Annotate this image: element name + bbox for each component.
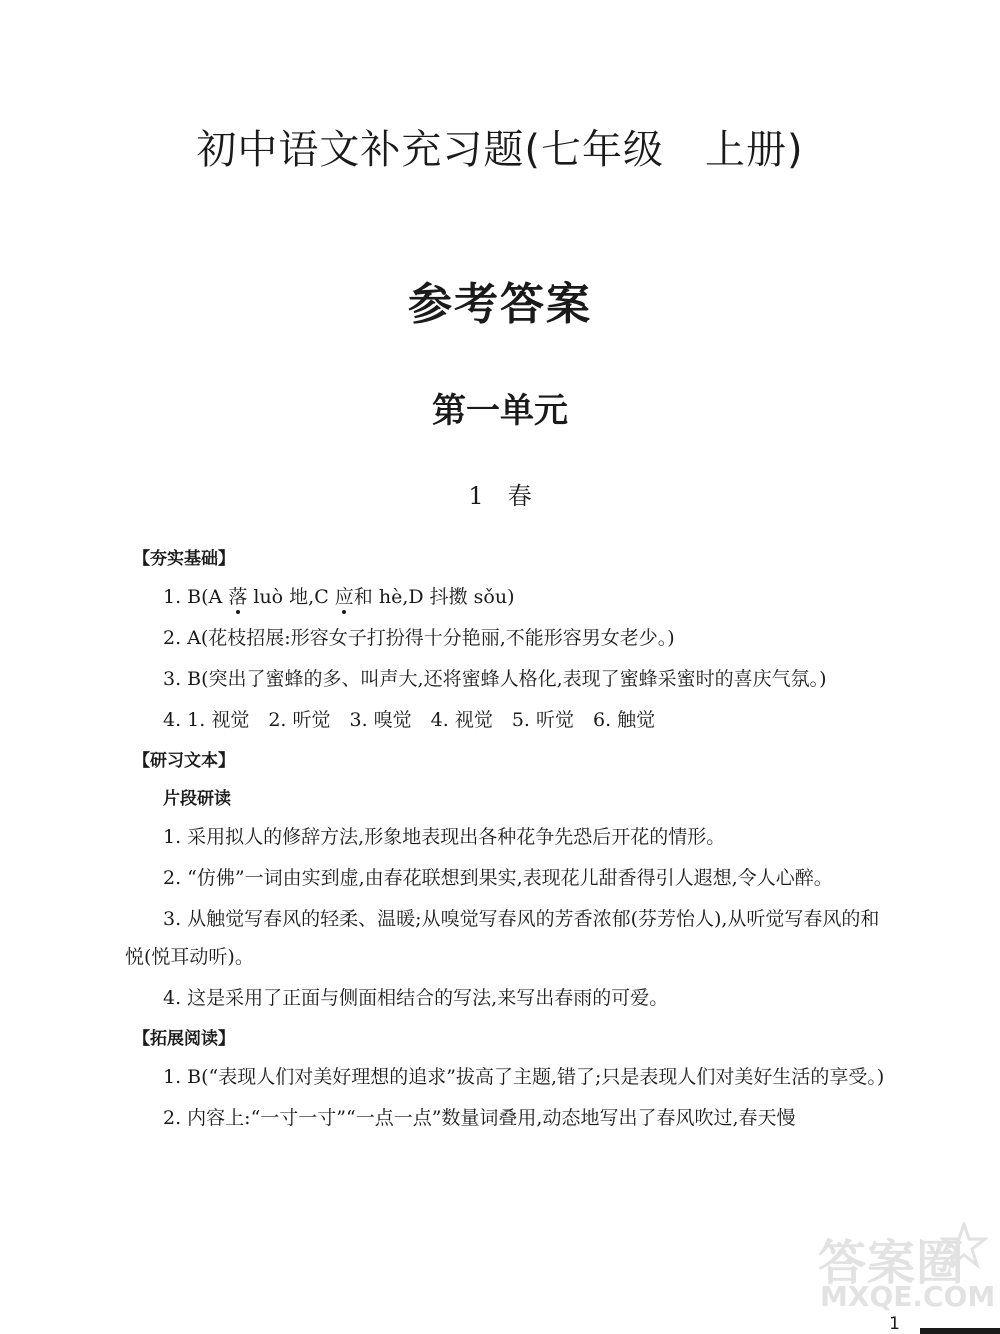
answer-text-segment: luò 地,C bbox=[247, 586, 335, 608]
lesson-title: 1 春 bbox=[468, 482, 532, 510]
watermark-logo bbox=[800, 1222, 996, 1327]
emphasis-dotted-char: 应 bbox=[334, 586, 354, 608]
watermark-text-cn: 答案圈 bbox=[818, 1235, 966, 1291]
unit-title: 第一单元 bbox=[432, 391, 568, 431]
answer-title: 参考答案 bbox=[408, 279, 592, 330]
section-heading-study-text: 【研习文本】 bbox=[133, 751, 235, 771]
emphasis-dotted-char: 落 bbox=[228, 586, 248, 608]
book-title: 初中语文补充习题(七年级 上册) bbox=[196, 127, 804, 173]
section-heading-basics: 【夯实基础】 bbox=[133, 549, 235, 569]
answer-item: 1. 采用拟人的修辞方法,形象地表现出各种花争先恐后开花的情形。 bbox=[163, 826, 726, 848]
answer-item: 4. 这是采用了正面与侧面相结合的写法,来写出春雨的可爱。 bbox=[163, 987, 669, 1009]
answer-text-segment: 1. B(A bbox=[163, 586, 229, 608]
section-heading-extended-reading: 【拓展阅读】 bbox=[133, 1029, 235, 1049]
answer-item: 2. A(花枝招展:形容女子打扮得十分艳丽,不能形容男女老少。) bbox=[163, 627, 675, 649]
answer-item: 3. B(突出了蜜蜂的多、叫声大,还将蜜蜂人格化,表现了蜜蜂采蜜时的喜庆气氛。) bbox=[163, 668, 827, 690]
answer-item: 4. 1. 视觉 2. 听觉 3. 嗅觉 4. 视觉 5. 听觉 6. 触觉 bbox=[163, 709, 656, 731]
answer-item: 1. B(“表现人们对美好理想的追求”拔高了主题,错了;只是表现人们对美好生活的享受。) bbox=[163, 1066, 885, 1088]
page-number: 1 bbox=[889, 1314, 900, 1334]
page-corner-bar bbox=[920, 1328, 1000, 1334]
answer-text-segment: 和 hè,D 抖擞 sǒu) bbox=[353, 586, 515, 608]
answer-item: 2. “仿佛”一词由实到虚,由春花联想到果实,表现花儿甜香得引人遐想,令人心醉。 bbox=[163, 867, 833, 889]
answer-item: 2. 内容上:“一寸一寸”“一点一点”数量词叠用,动态地写出了春风吹过,春天慢 bbox=[163, 1107, 796, 1129]
answer-content bbox=[125, 540, 885, 1140]
watermark-text-en: MXQE.COM bbox=[820, 1280, 996, 1313]
answer-item bbox=[125, 578, 885, 616]
answer-item: 3. 从触觉写春风的轻柔、温暖;从嗅觉写春风的芳香浓郁(芬芳怡人),从听觉写春风的和悦(悦耳动听)。 bbox=[125, 908, 880, 968]
watermark-star-icon bbox=[940, 1222, 988, 1270]
subheading-passage-reading: 片段研读 bbox=[163, 789, 231, 809]
